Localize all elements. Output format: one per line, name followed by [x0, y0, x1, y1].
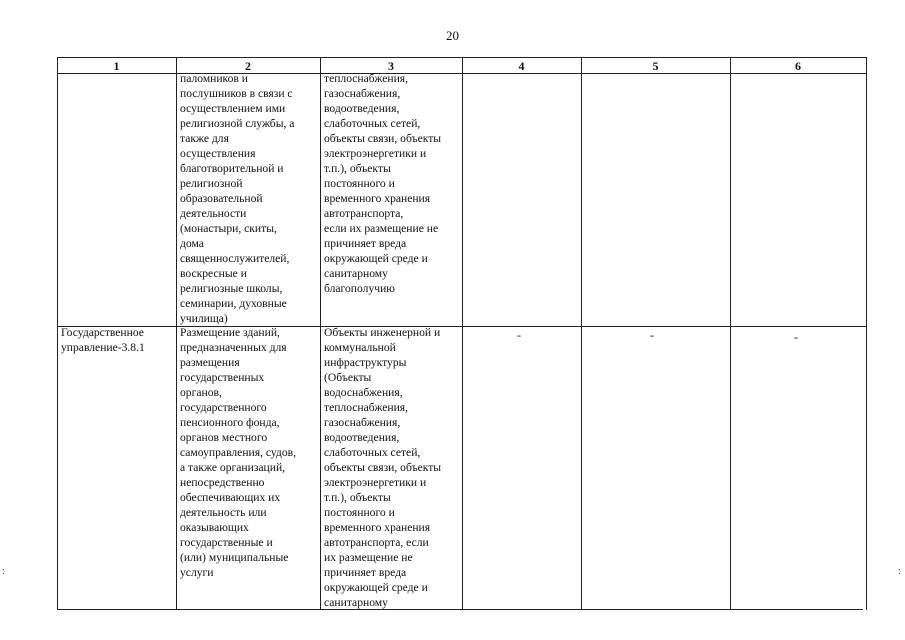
row2-col1-text: Государственное управление-3.8.1	[61, 326, 145, 354]
row2-col2-text: Размещение зданий, предназначенных для размещения государственных органов, государственного пенсионного фонда, органов местного самоуправления, судов, а также организаций, непосредственно обеспечивающих их деятельность или оказывающих государственные и (или) муниципальные услуги	[180, 326, 296, 579]
right-margin-mark: :	[898, 566, 901, 577]
row2-col4-dash: -	[517, 328, 521, 342]
row1-col2-text: паломников и послушников в связи с осуществлением ими религиозной службы, а также для осуществления благотворительной и религиозной образовательной деятельности (монастыри, скиты, дома священнослужителей, воскресные и религиозные школы, семинарии, духовные училища)	[180, 72, 295, 325]
header-col-5: 5	[652, 59, 659, 73]
header-col-4: 4	[518, 59, 525, 73]
page-number: 20	[446, 28, 459, 43]
left-margin-mark: :	[2, 566, 5, 577]
col-border-3	[462, 57, 463, 610]
header-col-6: 6	[795, 59, 801, 73]
row2-col5-dash: -	[650, 328, 654, 342]
col-border-0	[57, 57, 58, 610]
col-border-1	[176, 57, 177, 610]
header-col-1: 1	[113, 59, 120, 73]
col-border-6	[866, 57, 867, 610]
header-col-2: 2	[245, 59, 251, 73]
row2-col3-text: Объекты инженерной и коммунальной инфраструктуры (Объекты водоснабжения, теплоснабжения, газоснабжения, водоотведения, слаботочных сетей, объекты связи, объекты электроэнергетики и т.п.), объекты постоянного и временного хранения автотранспорта, если их размещение не причиняет вреда окружающей среде и санитарному	[324, 326, 442, 609]
row2-col6-dash: -	[794, 330, 798, 344]
row1-col3-text: теплоснабжения, газоснабжения, водоотведения, слаботочных сетей, объекты связи, объекты электроэнергетики и т.п.), объекты постоянного и временного хранения автотранспорта, если их размещение не причиняет вреда окружающей среде и санитарному благополучию	[324, 72, 442, 295]
col-border-4	[581, 57, 582, 610]
header-col-3: 3	[388, 59, 394, 73]
col-border-2	[320, 57, 321, 610]
col-border-5	[730, 57, 731, 610]
